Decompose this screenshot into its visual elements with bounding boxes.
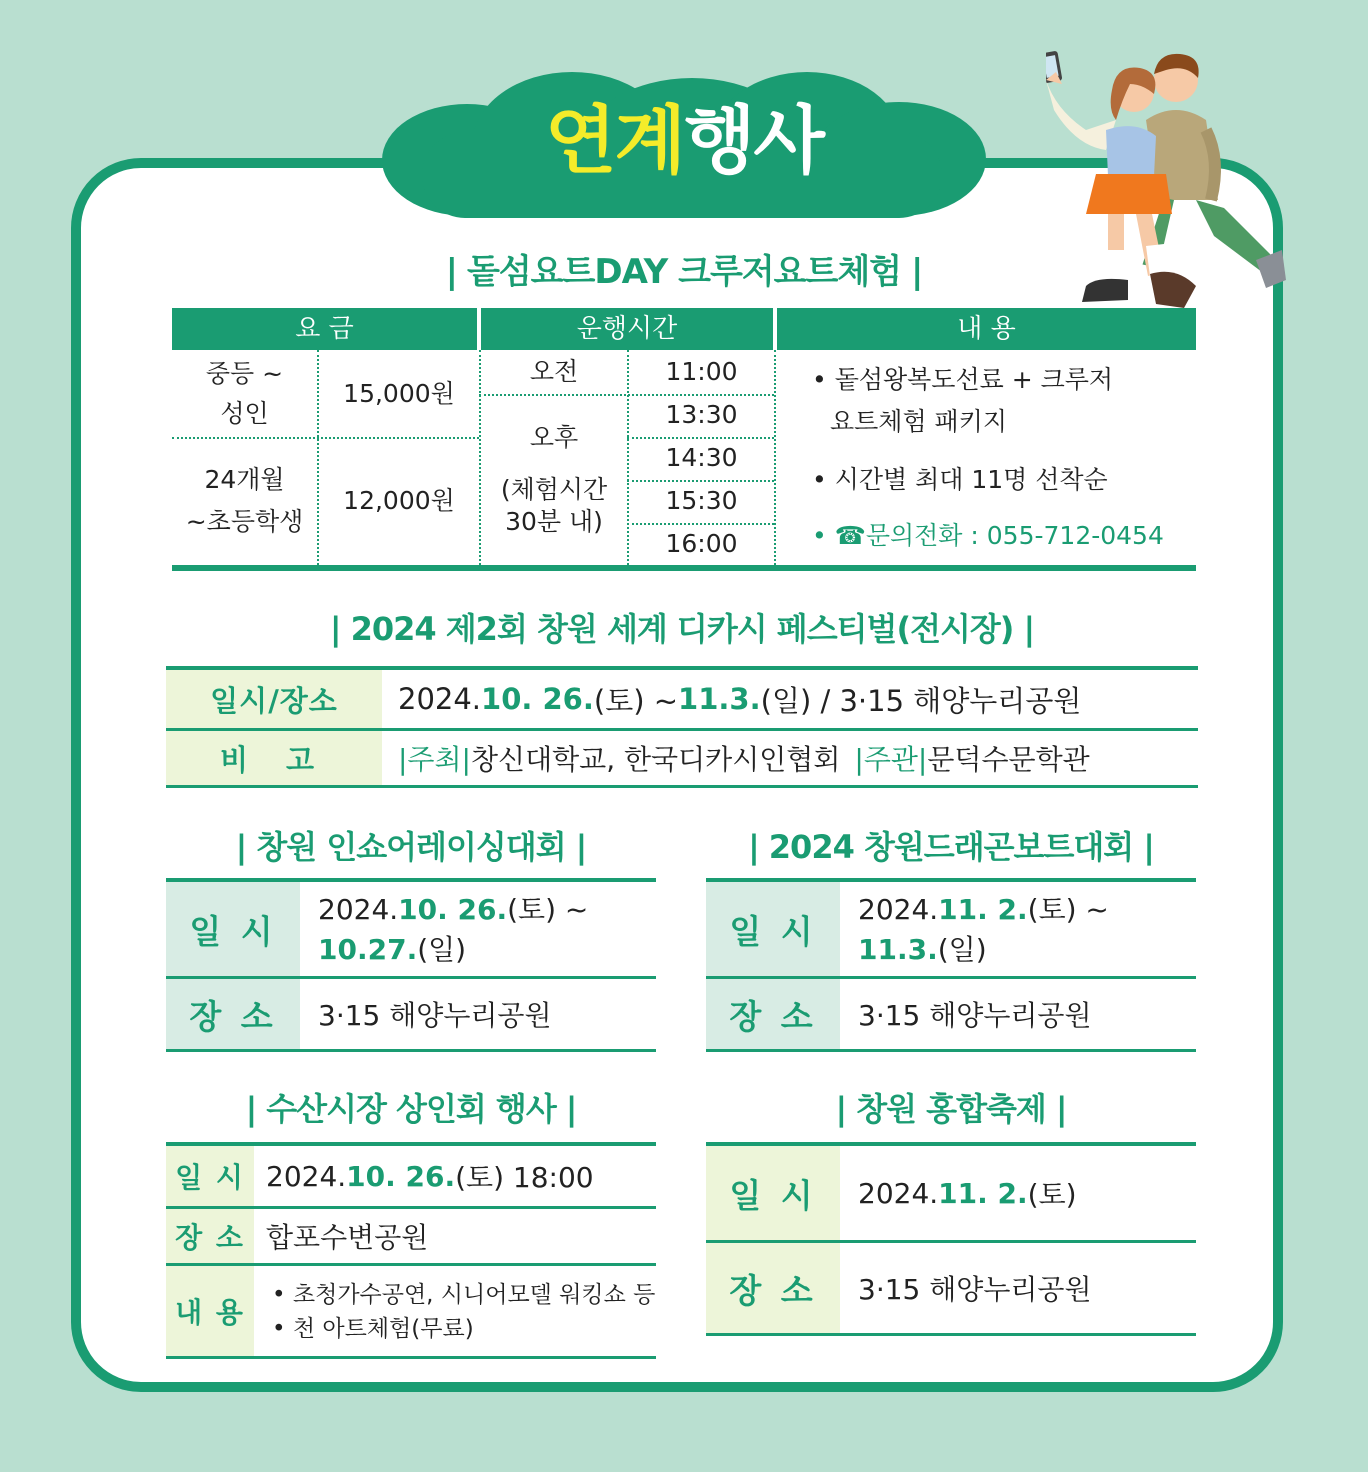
header-fee: 요 금	[172, 308, 477, 350]
date-part: 2024.	[858, 1176, 939, 1210]
date-line-1	[318, 890, 588, 930]
divider	[479, 394, 774, 396]
date-value	[858, 882, 1109, 976]
content-item: • 천 아트체험(무료)	[272, 1316, 474, 1342]
fee-group-1-line2: 성인	[220, 399, 269, 428]
time-slot: 16:00	[665, 529, 738, 558]
racing-section-title: | 창원 인쇼어레이싱대회 |	[235, 828, 587, 866]
dicasi-section-title: | 2024 제2회 창원 세계 디카시 페스티벌(전시장) |	[329, 610, 1035, 648]
date-part: (토) ~	[1027, 893, 1109, 926]
organizer-tag: |주관|	[854, 743, 928, 776]
racing-place-row	[166, 979, 656, 1052]
content-text: 시간별 최대 11명 선착순	[834, 465, 1108, 494]
fee-group-2-line1: 24개월	[204, 465, 285, 494]
place-label: 장 소	[166, 1209, 254, 1263]
date-label: 일 시	[706, 1146, 840, 1240]
market-section-title: | 수산시장 상인회 행사 |	[245, 1090, 577, 1128]
date-part: (일) / 3·15 해양누리공원	[760, 683, 1082, 718]
fee-price-2: 12,000원	[343, 486, 455, 515]
date-value	[398, 670, 1081, 728]
note-label: 비 고	[166, 731, 382, 785]
date-part: 2024.	[398, 682, 482, 716]
divider	[627, 523, 774, 525]
hongap-info-table	[706, 1142, 1196, 1338]
phone-icon: ☎문의전화	[834, 521, 963, 550]
date-line-1	[858, 890, 1109, 930]
page-title	[382, 96, 986, 186]
organizer-text: 문덕수문학관	[927, 743, 1090, 776]
hongap-place-row	[706, 1243, 1196, 1336]
place-value: 3·15 해양누리공원	[858, 1273, 1092, 1306]
yacht-title-text: 돝섬요트DAY 크루저요트체험	[466, 252, 902, 292]
hongap-date-row	[706, 1146, 1196, 1243]
yacht-section-title: | 돝섬요트DAY 크루저요트체험 |	[445, 252, 923, 292]
date-highlight: 10. 26.	[346, 1159, 456, 1193]
date-part: (토)	[1027, 1178, 1077, 1211]
divider	[627, 437, 774, 439]
date-part: 2024.	[858, 893, 939, 926]
dragon-title-text: 2024 창원드래곤보트대회	[768, 828, 1134, 866]
time-slot: 14:30	[665, 443, 738, 472]
title-highlight: 연계	[545, 98, 684, 184]
racing-info-table	[166, 878, 656, 1052]
content-text: 돝섬왕복도선료 + 크루저	[834, 365, 1114, 394]
place-label: 장 소	[166, 979, 300, 1049]
date-line-2	[858, 930, 1109, 970]
dicasi-title-text: 2024 제2회 창원 세계 디카시 페스티벌(전시장)	[350, 610, 1014, 648]
divider	[627, 480, 774, 482]
content-item: • 초청가수공연, 시니어모델 워킹쇼 등	[272, 1282, 656, 1308]
content-bullet-1-cont: 요트체험 패키지	[830, 407, 1007, 436]
place-value: 3·15 해양누리공원	[318, 999, 552, 1032]
date-highlight: 11. 2.	[938, 893, 1028, 926]
hongap-section-title: | 창원 홍합축제 |	[835, 1090, 1067, 1128]
date-highlight: 11.3.	[678, 682, 761, 716]
date-label: 일 시	[706, 882, 840, 976]
date-label: 일 시	[166, 882, 300, 976]
date-part: (토) 18:00	[455, 1161, 594, 1194]
divider	[172, 437, 479, 439]
date-highlight: 10. 26.	[398, 893, 508, 926]
phone-inquiry: • ☎문의전화 : 055-712-0454	[812, 521, 1164, 550]
host-text: 창신대학교, 한국디카시인협회	[470, 743, 841, 776]
dragon-place-row	[706, 979, 1196, 1052]
date-part: (토) ~	[507, 893, 589, 926]
date-highlight: 10.27.	[318, 933, 418, 966]
pm-note-line1: (체험시간	[500, 475, 608, 504]
dragon-date-row	[706, 882, 1196, 979]
market-place-row	[166, 1209, 656, 1266]
date-highlight: 10. 26.	[481, 682, 594, 716]
date-highlight: 11. 2.	[938, 1176, 1028, 1210]
content-bullet-2: • 시간별 최대 11명 선착순	[812, 465, 1108, 494]
dicasi-date-row	[166, 670, 1198, 731]
hongap-title-text: 창원 홍합축제	[856, 1090, 1046, 1128]
time-slot: 15:30	[665, 486, 738, 515]
dragon-section-title: | 2024 창원드래곤보트대회 |	[748, 828, 1154, 866]
time-slot: 11:00	[665, 357, 738, 386]
date-part: 2024.	[318, 893, 399, 926]
place-value: 3·15 해양누리공원	[858, 999, 1092, 1032]
content-value	[272, 1266, 655, 1356]
date-part: (일)	[417, 933, 467, 966]
date-part: 2024.	[266, 1159, 347, 1193]
date-label: 일시/장소	[166, 670, 382, 728]
date-line-2	[318, 930, 588, 970]
dragon-info-table	[706, 878, 1196, 1052]
pm-label: 오후	[529, 423, 579, 452]
market-date-row	[166, 1146, 656, 1209]
divider	[774, 350, 776, 565]
market-title-text: 수산시장 상인회 행사	[266, 1090, 556, 1128]
am-label: 오전	[529, 357, 579, 386]
date-highlight: 11.3.	[858, 933, 938, 966]
table-bottom-rule	[172, 565, 1196, 571]
dicasi-note-row	[166, 731, 1198, 788]
date-part: (토) ~	[593, 683, 679, 718]
place-label: 장 소	[706, 1243, 840, 1333]
date-value	[266, 1146, 594, 1206]
racing-date-row	[166, 882, 656, 979]
note-value	[398, 731, 1090, 785]
time-slot: 13:30	[665, 400, 738, 429]
pm-note-line2: 30분 내)	[505, 507, 603, 536]
phone-number: : 055-712-0454	[962, 521, 1164, 550]
place-label: 장 소	[706, 979, 840, 1049]
date-part: (일)	[937, 933, 987, 966]
fee-group-2-line2: ~초등학생	[185, 507, 304, 536]
fee-group-1-line1: 중등 ~	[205, 359, 284, 388]
fee-price-1: 15,000원	[343, 379, 455, 408]
date-value	[318, 882, 588, 976]
date-value	[858, 1146, 1077, 1240]
title-rest: 행사	[684, 98, 823, 184]
yacht-fee-table	[172, 308, 1196, 571]
host-tag: |주최|	[398, 743, 471, 776]
content-label: 내 용	[166, 1266, 254, 1356]
header-time: 운행시간	[481, 308, 773, 350]
header-content: 내 용	[777, 308, 1196, 350]
place-value: 합포수변공원	[266, 1221, 429, 1254]
market-info-table	[166, 1142, 656, 1360]
dicasi-info-table	[166, 666, 1198, 788]
market-content-row	[166, 1266, 656, 1359]
date-label: 일 시	[166, 1146, 254, 1206]
content-bullet-1: • 돝섬왕복도선료 + 크루저	[812, 365, 1114, 394]
racing-title-text: 창원 인쇼어레이싱대회	[256, 828, 566, 866]
